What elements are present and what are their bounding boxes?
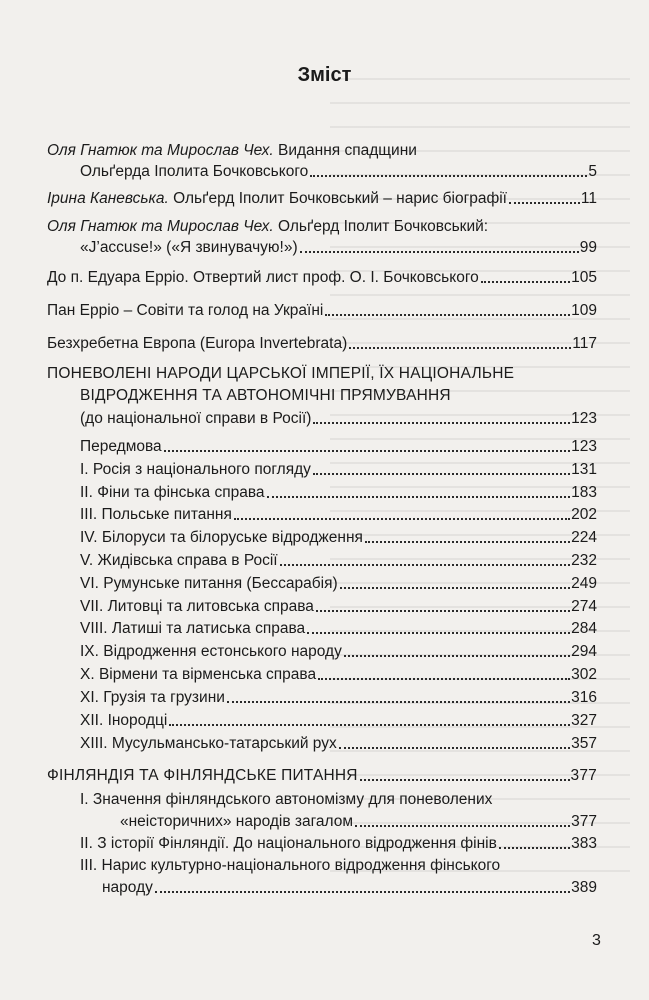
item-title: XIII. Мусульмансько-татарський рух bbox=[80, 735, 337, 752]
item-title: ІІІ. Польське питання bbox=[80, 506, 232, 523]
leader-dots bbox=[360, 779, 570, 781]
item-page: 284 bbox=[571, 620, 597, 637]
section-1-item[interactable] bbox=[80, 437, 597, 456]
item-title: VII. Литовці та литовська справа bbox=[80, 598, 314, 615]
section-1-subtitle: (до національної справи в Росії) bbox=[80, 410, 312, 427]
toc-entry-3-line1 bbox=[47, 217, 488, 236]
leader-dots bbox=[344, 655, 570, 657]
entry-4-page: 105 bbox=[571, 269, 597, 286]
entry-5-title: Пан Ерріо – Совіти та голод на Україні bbox=[47, 302, 324, 319]
leader-dots bbox=[481, 281, 570, 283]
leader-dots bbox=[318, 678, 570, 680]
item-title: IX. Відродження естонського народу bbox=[80, 643, 342, 660]
item-title: XI. Грузія та грузини bbox=[80, 689, 225, 706]
item-page: 327 bbox=[571, 712, 597, 729]
item-page: 202 bbox=[571, 506, 597, 523]
toc-entry-1[interactable] bbox=[80, 162, 597, 181]
leader-dots bbox=[169, 724, 570, 726]
item-title-part2: народу bbox=[102, 879, 153, 896]
leader-dots bbox=[267, 496, 571, 498]
item-title: VIII. Латиші та латиська справа bbox=[80, 620, 306, 637]
section-1-item[interactable] bbox=[80, 734, 597, 753]
leader-dots bbox=[280, 564, 571, 566]
leader-dots bbox=[365, 541, 570, 543]
item-page: 389 bbox=[571, 879, 597, 896]
toc-entry-3[interactable] bbox=[80, 238, 597, 257]
section-1-item[interactable] bbox=[80, 574, 597, 593]
section-1-item[interactable] bbox=[80, 483, 597, 502]
section-2-item-2[interactable] bbox=[80, 834, 597, 853]
entry-2-page: 11 bbox=[580, 190, 597, 207]
section-1-item[interactable] bbox=[80, 460, 597, 479]
item-page: 357 bbox=[571, 735, 597, 752]
entry-1-title-part1: Видання спадщини bbox=[273, 142, 417, 159]
section-1-heading-line2: ВІДРОДЖЕННЯ ТА АВТОНОМІЧНІ ПРЯМУВАННЯ bbox=[80, 387, 451, 404]
item-page: 183 bbox=[571, 484, 597, 501]
leader-dots bbox=[234, 518, 570, 520]
page-number: 3 bbox=[592, 932, 601, 949]
item-title-part2: «неісторичних» народів загалом bbox=[120, 813, 354, 830]
item-page: 383 bbox=[571, 835, 597, 852]
section-2-item-1[interactable] bbox=[120, 812, 597, 831]
section-2-item-3[interactable] bbox=[102, 878, 597, 897]
item-title: XII. Інородці bbox=[80, 712, 168, 729]
section-2-entry[interactable] bbox=[47, 766, 597, 785]
leader-dots bbox=[313, 422, 570, 424]
entry-3-title-part2: «J’accuse!» («Я звинувачую!») bbox=[80, 239, 298, 256]
toc-entry-1-line1 bbox=[47, 141, 417, 160]
item-title: ІІ. З історії Фінляндії. До національного відродження фінів bbox=[80, 835, 497, 852]
item-title: І. Росія з національного погляду bbox=[80, 461, 311, 478]
section-1-page: 123 bbox=[571, 410, 597, 427]
entry-4-title: До п. Едуара Ерріо. Отвертий лист проф. О. І. Бочковського bbox=[47, 269, 479, 286]
item-title: Передмова bbox=[80, 438, 162, 455]
toc-entry-5[interactable] bbox=[47, 301, 597, 320]
leader-dots bbox=[349, 347, 571, 349]
entry-3-title-part1: Ольґерд Іполит Бочковський: bbox=[273, 218, 489, 235]
section-1-heading-line1: ПОНЕВОЛЕНІ НАРОДИ ЦАРСЬКОЇ ІМПЕРІЇ, ЇХ НАЦІОНАЛЬНЕ bbox=[47, 365, 515, 382]
leader-dots bbox=[499, 847, 570, 849]
item-title: IV. Білоруси та білоруське відродження bbox=[80, 529, 363, 546]
item-title: V. Жидівська справа в Росії bbox=[80, 552, 278, 569]
section-2-item-1-line1: І. Значення фінляндського автономізму для поневолених bbox=[80, 791, 493, 808]
section-2-item-3-line1: ІІІ. Нарис культурно-національного відродження фінського bbox=[80, 857, 501, 874]
leader-dots bbox=[340, 587, 570, 589]
entry-3-page: 99 bbox=[579, 239, 597, 256]
section-1-item[interactable] bbox=[80, 597, 597, 616]
section-2-page: 377 bbox=[570, 767, 597, 784]
item-page: 377 bbox=[571, 813, 597, 830]
leader-dots bbox=[325, 314, 570, 316]
leader-dots bbox=[227, 701, 570, 703]
item-page: 302 bbox=[571, 666, 597, 683]
item-page: 123 bbox=[571, 438, 597, 455]
item-title: X. Вірмени та вірменська справа bbox=[80, 666, 317, 683]
leader-dots bbox=[155, 891, 570, 893]
section-2-title: ФІНЛЯНДІЯ ТА ФІНЛЯНДСЬКЕ ПИТАННЯ bbox=[47, 767, 358, 784]
leader-dots bbox=[313, 473, 570, 475]
entry-2-author: Ірина Каневська. bbox=[47, 190, 169, 207]
page-title: Зміст bbox=[297, 64, 352, 86]
entry-1-title-part2: Ольґерда Іполита Бочковського bbox=[80, 163, 309, 180]
item-title: VI. Румунське питання (Бессарабія) bbox=[80, 575, 338, 592]
leader-dots bbox=[355, 825, 570, 827]
section-1-item[interactable] bbox=[80, 505, 597, 524]
leader-dots bbox=[316, 610, 570, 612]
item-page: 274 bbox=[571, 598, 597, 615]
section-1-item[interactable] bbox=[80, 665, 597, 684]
entry-6-title: Безхребетна Европа (Europa Invertebrata) bbox=[47, 335, 348, 352]
item-title: ІІ. Фіни та фінська справа bbox=[80, 484, 265, 501]
leader-dots bbox=[164, 450, 570, 452]
section-1-item[interactable] bbox=[80, 551, 597, 570]
section-1-item[interactable] bbox=[80, 619, 597, 638]
section-1-item[interactable] bbox=[80, 711, 597, 730]
entry-2-title: Ольґерд Іполит Бочковський – нарис біографії bbox=[168, 190, 507, 207]
item-page: 249 bbox=[571, 575, 597, 592]
section-1-item[interactable] bbox=[80, 528, 597, 547]
item-page: 294 bbox=[571, 643, 597, 660]
toc-entry-4[interactable] bbox=[47, 268, 597, 287]
item-page: 232 bbox=[571, 552, 597, 569]
leader-dots bbox=[310, 175, 587, 177]
entry-1-author: Оля Гнатюк та Мирослав Чех. bbox=[47, 142, 274, 159]
leader-dots bbox=[509, 202, 580, 204]
leader-dots bbox=[300, 251, 579, 253]
section-1-item[interactable] bbox=[80, 642, 597, 661]
toc-entry-6[interactable] bbox=[47, 334, 597, 353]
toc-entry-2[interactable] bbox=[47, 189, 597, 208]
section-1-entry[interactable] bbox=[80, 409, 597, 428]
leader-dots bbox=[307, 632, 570, 634]
section-1-item[interactable] bbox=[80, 688, 597, 707]
entry-1-page: 5 bbox=[588, 163, 597, 180]
entry-6-page: 117 bbox=[572, 335, 597, 352]
leader-dots bbox=[339, 747, 570, 749]
item-page: 131 bbox=[571, 461, 597, 478]
entry-3-author: Оля Гнатюк та Мирослав Чех. bbox=[47, 218, 274, 235]
item-page: 224 bbox=[571, 529, 597, 546]
entry-5-page: 109 bbox=[571, 302, 597, 319]
item-page: 316 bbox=[571, 689, 597, 706]
